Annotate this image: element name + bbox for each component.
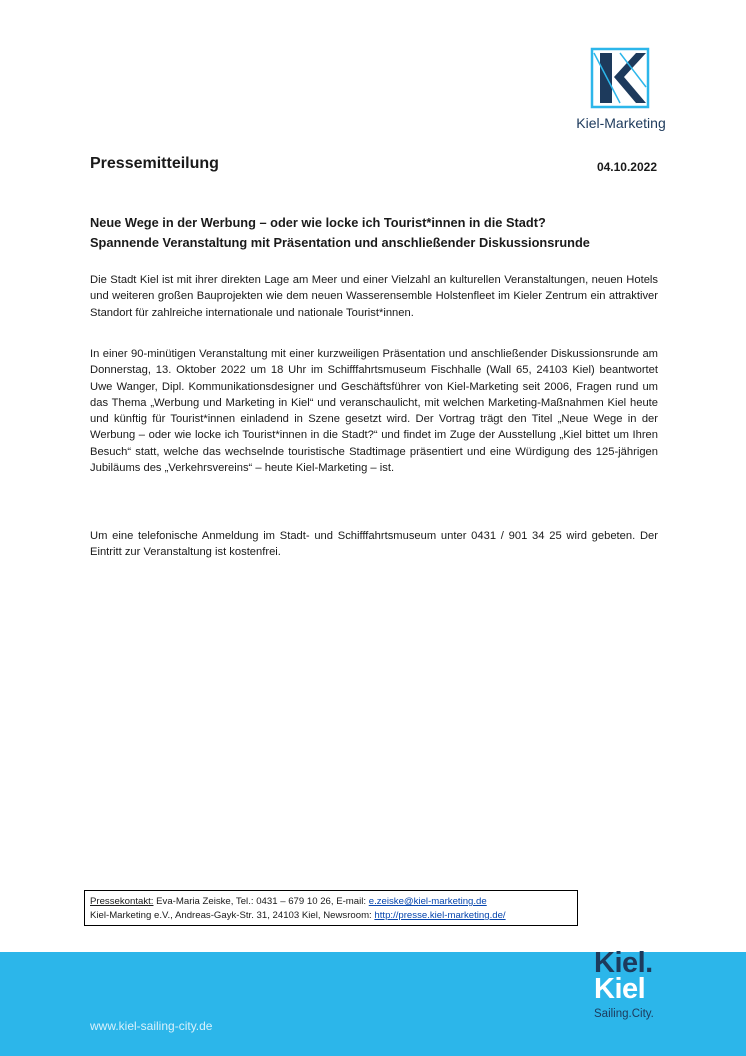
body-paragraph-3: Um eine telefonische Anmeldung im Stadt- und Schifffahrtsmuseum unter 0431 / 901 34 25 wird gebeten. Der Eintritt zur Veranstaltung ist kostenfrei.	[90, 530, 658, 559]
contact-line-2	[90, 909, 572, 923]
release-date: 04.10.2022	[596, 160, 657, 174]
contact-line-1	[90, 895, 572, 909]
kiel-logo-word-light: Kiel	[594, 973, 646, 1005]
newsroom-link[interactable]: http://presse.kiel-marketing.de/	[374, 910, 506, 921]
body-paragraph-1: Die Stadt Kiel ist mit ihrer direkten Lage am Meer und einer Vielzahl an kulturellen Veranstaltungen, neuen Hotels und weiteren großen Bauprojekten wie dem neuen Wasserensemble Holstenfleet im Kieler Zentrum ein attraktiver Standort für zahlreiche internationale und nationale Tourist*innen.	[90, 274, 658, 319]
contact-label: Pressekontakt:	[90, 896, 154, 907]
document-type-title: Pressemitteilung	[90, 155, 219, 172]
press-contact-box	[84, 890, 578, 926]
headline-line-1: Neue Wege in der Werbung – oder wie locke ich Tourist*innen in die Stadt?	[90, 215, 546, 230]
brand-name: Kiel-Marketing	[576, 115, 666, 131]
footer-url: www.kiel-sailing-city.de	[90, 1019, 213, 1033]
contact-details: Eva-Maria Zeiske, Tel.: 0431 – 679 10 26, E-mail:	[153, 896, 369, 907]
tagline: Sailing.City.	[594, 1008, 654, 1020]
kiel-marketing-k-logo-icon	[590, 47, 650, 109]
contact-address: Kiel-Marketing e.V., Andreas-Gayk-Str. 31, 24103 Kiel, Newsroom:	[90, 910, 375, 921]
headline-line-2: Spannende Veranstaltung mit Präsentation und anschließender Diskussionsrunde	[90, 235, 590, 250]
kiel-sailing-city-logo	[594, 948, 676, 1020]
kiel-logo-word-dark: Kiel.	[594, 947, 653, 979]
body-paragraph-2: In einer 90-minütigen Veranstaltung mit einer kurzweiligen Präsentation und anschließender Diskussionsrunde am Donnerstag, 13. Oktober 2022 um 18 Uhr im Schifffahrtsmuseum Fischhalle (Wall 65, 24103 Kiel) beantwortet Uwe Wanger, Dipl. Kommunikationsdesigner und Geschäftsführer von Kiel-Marketing seit 2006, Fragen rund um das Thema „Werbung und Marketing in Kiel“ und veranschaulicht, mit welchen Marketing-Maßnahmen Kiel heute und künftig für Tourist*innen einladend in Szene gesetzt wird. Der Vortrag trägt den Titel „Neue Wege in der Werbung – oder wie locke ich Tourist*innen in die Stadt?“ und findet im Zuge der Ausstellung „Kiel bittet um Ihren Besuch“ statt, welche das wechselnde touristische Stadtimage präsentiert und eine Würdigung des 125-jährigen Jubiläums des „Verkehrsvereins“ – heute Kiel-Marketing – ist.	[90, 348, 658, 475]
headline	[90, 213, 670, 253]
contact-email-link[interactable]: e.zeiske@kiel-marketing.de	[368, 896, 487, 907]
